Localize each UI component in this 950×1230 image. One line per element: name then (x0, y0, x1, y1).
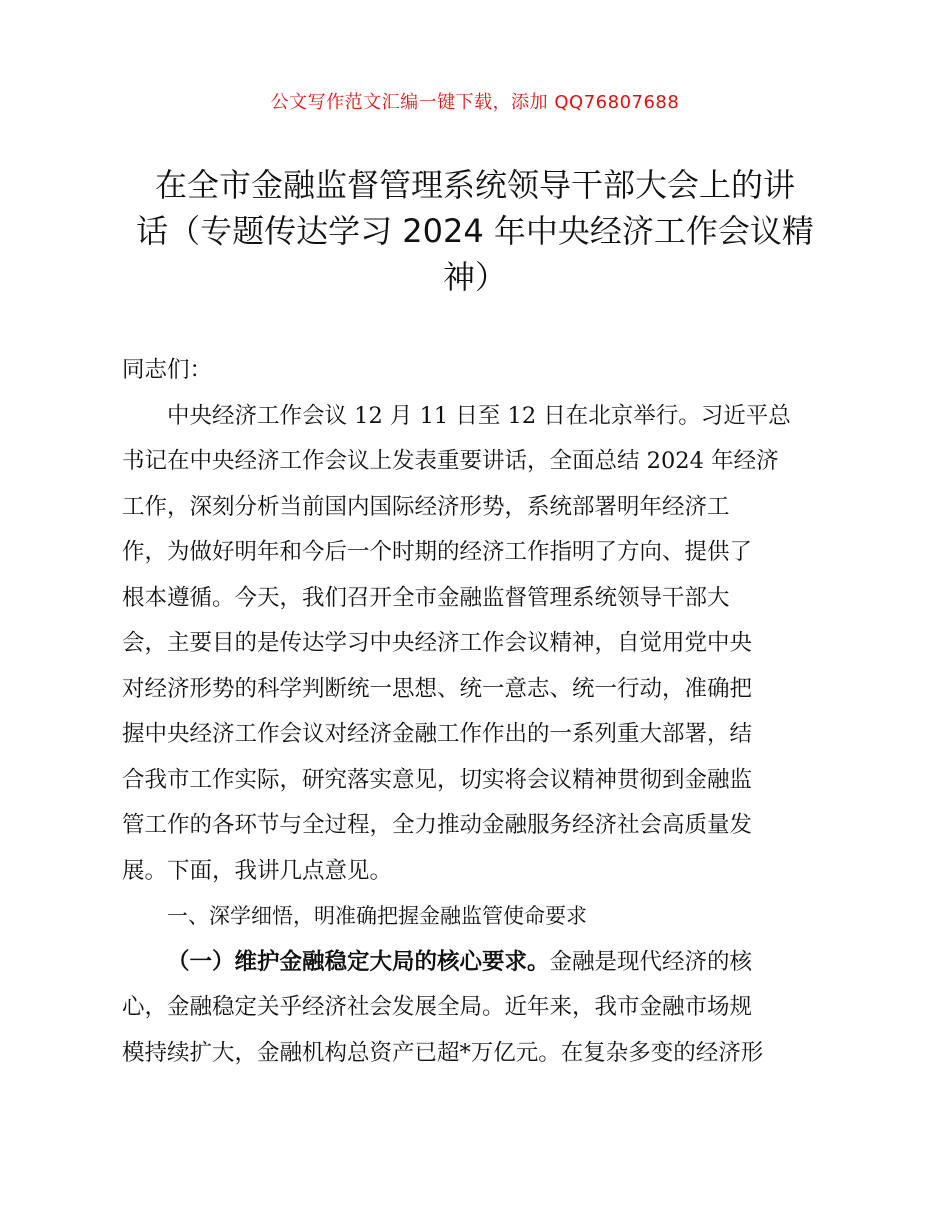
title-line: 在全市金融监督管理系统领导干部大会上的讲 (154, 166, 795, 204)
paragraph-line: 展。下面，我讲几点意见。 (122, 857, 393, 884)
paragraph-line: 根本遵循。今天，我们召开全市金融监督管理系统领导干部大 (122, 584, 730, 611)
paragraph-line: 作，为做好明年和今后一个时期的经济工作指明了方向、提供了 (122, 539, 753, 565)
paragraph-line: 中央经济工作会议 12 月 11 日至 12 日在北京举行。习近平总 (167, 402, 791, 429)
document-body (122, 348, 842, 1076)
paragraph-line: 握中央经济工作会议对经济金融工作作出的一系列重大部署，结 (122, 721, 753, 747)
paragraph-line: 会，主要目的是传达学习中央经济工作会议精神，自觉用党中央 (122, 630, 753, 656)
paragraph-line: 管工作的各环节与全过程，全力推动金融服务经济社会高质量发 (122, 812, 753, 838)
document-title (120, 162, 830, 300)
paragraph-line: 书记在中央经济工作会议上发表重要讲话，全面总结 2024 年经济 (122, 448, 779, 474)
subsection-first-line (122, 940, 842, 986)
download-banner[interactable]: 公文写作范文汇编一键下载，添加 QQ76807688 (270, 92, 680, 113)
section-heading: 一、深学细悟，明准确把握金融监管使命要求 (167, 904, 587, 928)
paragraph-line: 对经济形势的科学判断统一思想、统一意志、统一行动，准确把 (122, 675, 753, 702)
title-line: 话（专题传达学习 2024 年中央经济工作会议精 (136, 212, 814, 250)
salutation: 同志们： (122, 357, 213, 383)
paragraph-line: 模持续扩大，金融机构总资产已超*万亿元。在复杂多变的经济形 (122, 1039, 764, 1066)
paragraph-line: 合我市工作实际，研究落实意见，切实将会议精神贯彻到金融监 (122, 766, 753, 793)
paragraph-line: 心，金融稳定关乎经济社会发展全局。近年来，我市金融市场规 (122, 994, 753, 1020)
paragraph-line: 工作，深刻分析当前国内国际经济形势，系统部署明年经济工 (122, 493, 730, 520)
title-line: 神） (442, 258, 507, 296)
subsection-heading: （一）维护金融稳定大局的核心要求。 (167, 948, 550, 975)
subsection-text: 金融是现代经济的核 (549, 948, 753, 975)
